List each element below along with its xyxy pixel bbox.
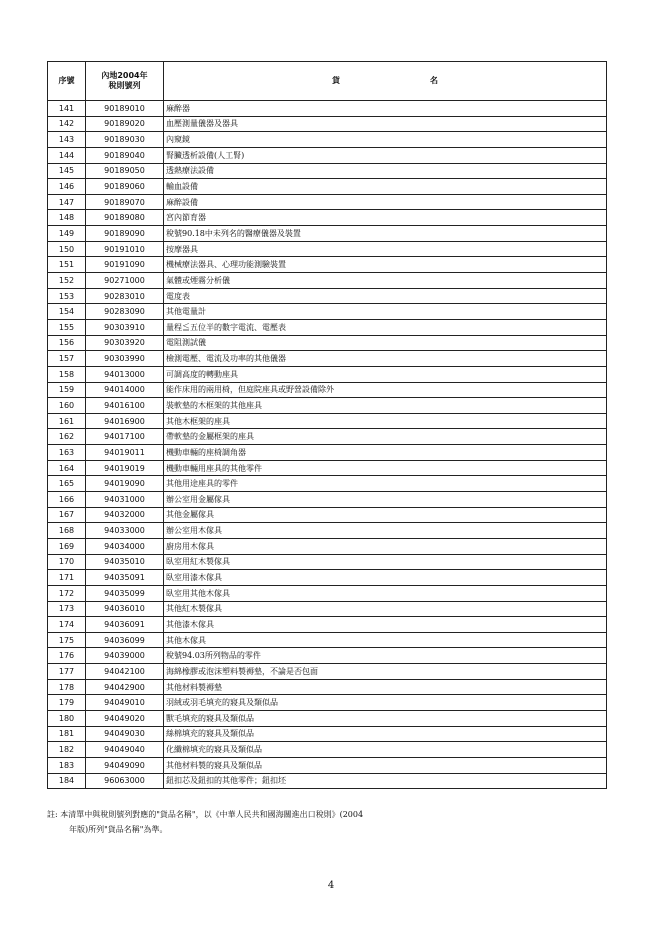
row-goods-name: 其他木框架的座具: [164, 413, 607, 429]
row-goods-name: 腎臟透析設備(人工腎): [164, 147, 607, 163]
row-goods-name: 電度表: [164, 288, 607, 304]
table-row: [48, 398, 607, 414]
row-goods-name: 血壓測量儀器及器具: [164, 116, 607, 132]
row-seq: 144: [48, 147, 86, 163]
row-tariff-code: 94036099: [86, 632, 164, 648]
row-seq: 147: [48, 194, 86, 210]
table-row: [48, 288, 607, 304]
row-goods-name: 輸血設備: [164, 179, 607, 195]
row-tariff-code: 90189010: [86, 101, 164, 117]
table-row: [48, 695, 607, 711]
row-seq: 168: [48, 523, 86, 539]
row-goods-name: 按摩器具: [164, 241, 607, 257]
row-seq: 141: [48, 101, 86, 117]
row-tariff-code: 90189030: [86, 132, 164, 148]
row-tariff-code: 94036010: [86, 601, 164, 617]
header-goods-name-part1: 貨: [332, 76, 340, 85]
row-seq: 143: [48, 132, 86, 148]
table-row: [48, 507, 607, 523]
table-row: [48, 538, 607, 554]
row-goods-name: 機械療法器具、心理功能測驗裝置: [164, 257, 607, 273]
row-tariff-code: 96063000: [86, 773, 164, 789]
goods-table-container: [47, 61, 606, 789]
header-tariff-code-line2: 稅則號列: [108, 81, 141, 90]
table-row: [48, 773, 607, 789]
row-tariff-code: 94019090: [86, 476, 164, 492]
row-seq: 176: [48, 648, 86, 664]
row-tariff-code: 94049030: [86, 726, 164, 742]
row-seq: 161: [48, 413, 86, 429]
row-tariff-code: 90283090: [86, 304, 164, 320]
row-seq: 146: [48, 179, 86, 195]
row-goods-name: 絲棉填充的寢具及類似品: [164, 726, 607, 742]
row-seq: 177: [48, 664, 86, 680]
table-row: [48, 648, 607, 664]
row-goods-name: 氣體或煙霧分析儀: [164, 273, 607, 289]
row-seq: 157: [48, 351, 86, 367]
row-tariff-code: 90189090: [86, 226, 164, 242]
row-goods-name: 辦公室用金屬傢具: [164, 492, 607, 508]
row-goods-name: 獸毛填充的寢具及類似品: [164, 710, 607, 726]
row-seq: 181: [48, 726, 86, 742]
row-seq: 183: [48, 757, 86, 773]
row-tariff-code: 90189040: [86, 147, 164, 163]
table-row: [48, 335, 607, 351]
table-row: [48, 585, 607, 601]
table-row: [48, 523, 607, 539]
row-seq: 152: [48, 273, 86, 289]
table-row: [48, 413, 607, 429]
row-goods-name: 其他漆木傢具: [164, 617, 607, 633]
row-tariff-code: 94042100: [86, 664, 164, 680]
row-goods-name: 檢測電壓、電流及功率的其他儀器: [164, 351, 607, 367]
row-seq: 174: [48, 617, 86, 633]
row-goods-name: 帶軟墊的金屬框架的座具: [164, 429, 607, 445]
row-seq: 164: [48, 460, 86, 476]
row-seq: 170: [48, 554, 86, 570]
table-row: [48, 492, 607, 508]
row-tariff-code: 90191090: [86, 257, 164, 273]
row-tariff-code: 94039000: [86, 648, 164, 664]
row-tariff-code: 90189020: [86, 116, 164, 132]
table-row: [48, 726, 607, 742]
footnote-line2: 年版)所列"貨品名稱"為準。: [69, 825, 168, 834]
row-seq: 184: [48, 773, 86, 789]
row-tariff-code: 94033000: [86, 523, 164, 539]
table-row: [48, 570, 607, 586]
table-row: [48, 116, 607, 132]
row-tariff-code: 94019011: [86, 445, 164, 461]
row-seq: 158: [48, 366, 86, 382]
table-row: [48, 757, 607, 773]
header-tariff-code: [86, 62, 164, 101]
row-tariff-code: 94036091: [86, 617, 164, 633]
table-header: [48, 62, 607, 101]
row-seq: 172: [48, 585, 86, 601]
row-tariff-code: 94034000: [86, 538, 164, 554]
row-seq: 154: [48, 304, 86, 320]
row-tariff-code: 90303920: [86, 335, 164, 351]
table-row: [48, 632, 607, 648]
row-tariff-code: 94042900: [86, 679, 164, 695]
row-tariff-code: 90189060: [86, 179, 164, 195]
row-tariff-code: 94017100: [86, 429, 164, 445]
row-goods-name: 化纖棉填充的寢具及類似品: [164, 742, 607, 758]
row-tariff-code: 90303990: [86, 351, 164, 367]
row-goods-name: 內窺鏡: [164, 132, 607, 148]
row-tariff-code: 94032000: [86, 507, 164, 523]
row-goods-name: 海綿橡膠或泡沫塑料製褥墊，不論是否包面: [164, 664, 607, 680]
row-seq: 178: [48, 679, 86, 695]
row-goods-name: 臥室用紅木製傢具: [164, 554, 607, 570]
row-seq: 155: [48, 319, 86, 335]
row-seq: 159: [48, 382, 86, 398]
row-goods-name: 麻醉設備: [164, 194, 607, 210]
row-goods-name: 能作床用的兩用椅，但庭院座具或野營設備除外: [164, 382, 607, 398]
table-row: [48, 664, 607, 680]
table-row: [48, 210, 607, 226]
row-tariff-code: 90189050: [86, 163, 164, 179]
row-tariff-code: 90303910: [86, 319, 164, 335]
row-goods-name: 可調高度的轉動座具: [164, 366, 607, 382]
row-goods-name: 廚房用木傢具: [164, 538, 607, 554]
header-row: [48, 62, 607, 101]
row-seq: 166: [48, 492, 86, 508]
row-tariff-code: 94049090: [86, 757, 164, 773]
row-goods-name: 其他電量計: [164, 304, 607, 320]
row-tariff-code: 94035091: [86, 570, 164, 586]
row-tariff-code: 90189080: [86, 210, 164, 226]
row-tariff-code: 90189070: [86, 194, 164, 210]
row-seq: 150: [48, 241, 86, 257]
row-goods-name: 其他材料製的寢具及類似品: [164, 757, 607, 773]
row-goods-name: 宮內節育器: [164, 210, 607, 226]
row-seq: 179: [48, 695, 86, 711]
table-row: [48, 147, 607, 163]
row-goods-name: 其他金屬傢具: [164, 507, 607, 523]
row-seq: 153: [48, 288, 86, 304]
row-tariff-code: 94049010: [86, 695, 164, 711]
table-row: [48, 304, 607, 320]
table-body: [48, 101, 607, 789]
row-seq: 173: [48, 601, 86, 617]
row-seq: 175: [48, 632, 86, 648]
row-seq: 171: [48, 570, 86, 586]
row-seq: 182: [48, 742, 86, 758]
row-tariff-code: 90283010: [86, 288, 164, 304]
row-goods-name: 麻醉器: [164, 101, 607, 117]
table-row: [48, 476, 607, 492]
row-tariff-code: 90191010: [86, 241, 164, 257]
table-row: [48, 366, 607, 382]
row-goods-name: 機動車輛的座椅調角器: [164, 445, 607, 461]
row-goods-name: 鈕扣芯及鈕扣的其他零件；鈕扣坯: [164, 773, 607, 789]
row-seq: 165: [48, 476, 86, 492]
row-seq: 148: [48, 210, 86, 226]
row-seq: 142: [48, 116, 86, 132]
table-row: [48, 617, 607, 633]
table-row: [48, 163, 607, 179]
row-tariff-code: 90271000: [86, 273, 164, 289]
row-goods-name: 透熱療法設備: [164, 163, 607, 179]
row-tariff-code: 94049040: [86, 742, 164, 758]
row-tariff-code: 94016100: [86, 398, 164, 414]
table-row: [48, 194, 607, 210]
row-tariff-code: 94035010: [86, 554, 164, 570]
row-tariff-code: 94031000: [86, 492, 164, 508]
row-tariff-code: 94013000: [86, 366, 164, 382]
table-row: [48, 351, 607, 367]
header-seq: 序號: [48, 62, 86, 101]
table-row: [48, 554, 607, 570]
table-row: [48, 460, 607, 476]
row-tariff-code: 94014000: [86, 382, 164, 398]
footnote-line1: 註: 本清單中與稅則號列對應的"貨品名稱"，以《中華人民共和國海關進出口稅則》(2004: [47, 810, 364, 819]
goods-table: [47, 61, 607, 789]
row-goods-name: 辦公室用木傢具: [164, 523, 607, 539]
row-goods-name: 其他紅木製傢具: [164, 601, 607, 617]
row-seq: 151: [48, 257, 86, 273]
row-seq: 163: [48, 445, 86, 461]
row-goods-name: 稅號90.18中未列名的醫療儀器及裝置: [164, 226, 607, 242]
row-goods-name: 羽絨或羽毛填充的寢具及類似品: [164, 695, 607, 711]
row-seq: 160: [48, 398, 86, 414]
table-row: [48, 445, 607, 461]
row-tariff-code: 94035099: [86, 585, 164, 601]
row-seq: 162: [48, 429, 86, 445]
table-row: [48, 132, 607, 148]
table-row: [48, 382, 607, 398]
table-row: [48, 226, 607, 242]
row-goods-name: 臥室用其他木傢具: [164, 585, 607, 601]
row-tariff-code: 94019019: [86, 460, 164, 476]
row-goods-name: 其他木傢具: [164, 632, 607, 648]
table-row: [48, 101, 607, 117]
table-row: [48, 429, 607, 445]
table-row: [48, 273, 607, 289]
page-number: 4: [327, 880, 335, 891]
header-goods-name-part2: 名: [430, 76, 438, 85]
header-tariff-code-line1: 內地2004年: [101, 71, 148, 80]
table-row: [48, 601, 607, 617]
row-seq: 180: [48, 710, 86, 726]
table-row: [48, 710, 607, 726]
row-goods-name: 電阻測試儀: [164, 335, 607, 351]
row-goods-name: 其他材料製褥墊: [164, 679, 607, 695]
table-row: [48, 241, 607, 257]
header-goods-name: [164, 62, 607, 101]
row-seq: 156: [48, 335, 86, 351]
row-seq: 149: [48, 226, 86, 242]
table-row: [48, 319, 607, 335]
row-tariff-code: 94049020: [86, 710, 164, 726]
row-seq: 145: [48, 163, 86, 179]
row-goods-name: 其他用途座具的零件: [164, 476, 607, 492]
row-goods-name: 臥室用漆木傢具: [164, 570, 607, 586]
row-seq: 167: [48, 507, 86, 523]
table-row: [48, 257, 607, 273]
row-goods-name: 機動車輛用座具的其他零件: [164, 460, 607, 476]
row-goods-name: 裝軟墊的木框架的其他座具: [164, 398, 607, 414]
row-seq: 169: [48, 538, 86, 554]
row-goods-name: 量程≦五位半的數字電流、電壓表: [164, 319, 607, 335]
table-row: [48, 179, 607, 195]
row-goods-name: 稅號94.03所列物品的零件: [164, 648, 607, 664]
row-tariff-code: 94016900: [86, 413, 164, 429]
table-row: [48, 679, 607, 695]
table-row: [48, 742, 607, 758]
footnote: [47, 807, 467, 837]
